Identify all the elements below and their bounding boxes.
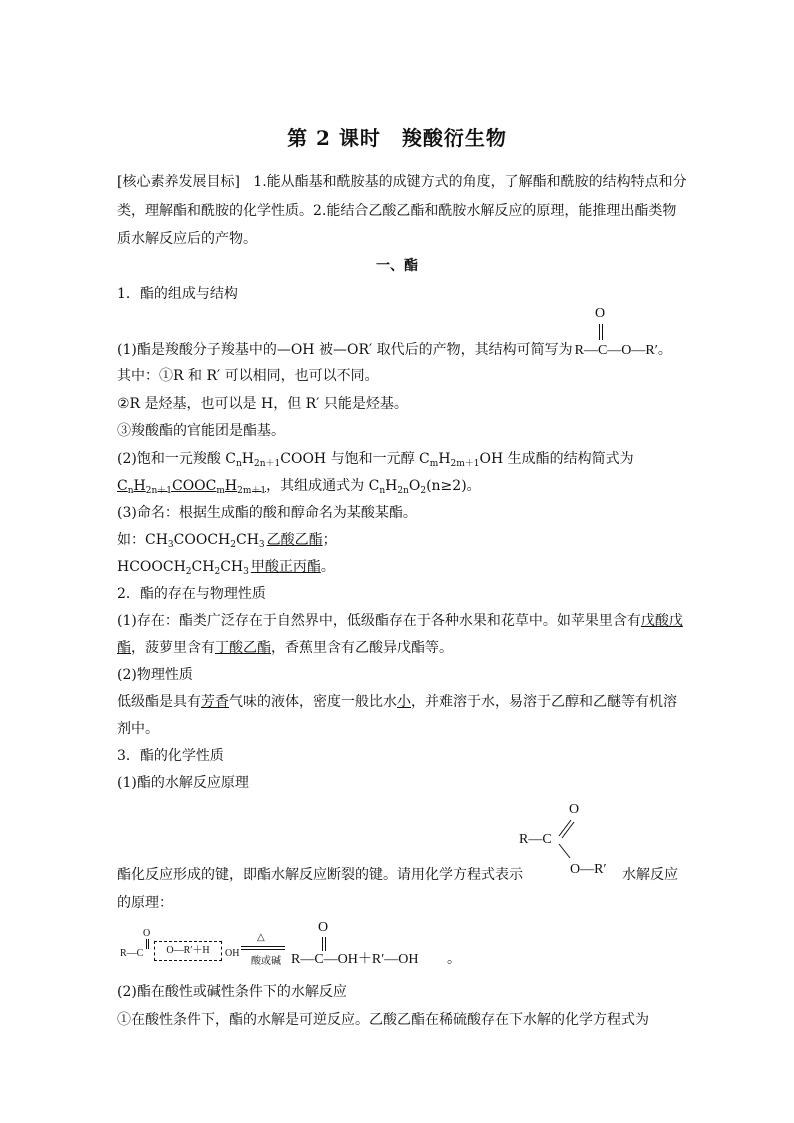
goal-text-1: 1.能从酯基和酰胺基的成键方式的角度，了解酯和酰胺的结构特点和分 (253, 174, 687, 190)
s2-heading: 2．酯的存在与物理性质 (117, 586, 266, 602)
example-2-name: 甲酸正丙酯 (250, 559, 321, 575)
s3-p4: ①在酸性条件下，酯的水解是可逆反应。乙酸乙酯在稀硫酸存在下水解的化学方程式为 (117, 1012, 649, 1028)
s1-p1-text: (1)酯是羧酸分子羧基中的—OH 被—OR′ 取代后的产物，其结构可简写为 (117, 342, 573, 358)
ester-struct-double-bond-2 (602, 324, 604, 340)
struct2-o: O (569, 802, 580, 817)
s3-p1: (1)酯的水解反应原理 (117, 775, 249, 791)
eq-o-big: O (318, 920, 329, 935)
ester-formula-answer: $C_nH_{2n+1}COOC_mH_{2m+1}$ (117, 478, 267, 496)
example-1-name: 乙酸乙酯 (266, 532, 323, 548)
p2b-rest1: ，其组成通式为 C (266, 478, 380, 494)
p2-d-sub: 2m＋1 (450, 459, 480, 469)
section-heading: 一、酯 (376, 258, 418, 274)
p2-b-sub: 2n＋1 (254, 459, 281, 469)
s3-p2a-end: 水解反应 (622, 867, 678, 883)
hydrolysis-equation (117, 920, 677, 974)
s1-p1 (117, 340, 672, 361)
goal-tag: [核心素养发展目标] (117, 174, 240, 190)
eq-condition: 酸或碱 (251, 956, 281, 967)
answer-wusuan: 戊酸戊 (640, 613, 683, 629)
p2-e: OH 生成酯的结构简式为 (479, 451, 634, 467)
ester-struct-chain: R—C—O—R′ (574, 343, 658, 358)
s2-p2: (2)物理性质 (117, 667, 193, 683)
goal-line-2: 类，理解酯和酰胺的化学性质。2.能结合乙酸乙酯和酰胺水解反应的原理，能推理出酯类物 (117, 203, 677, 219)
s1-line-3: ③羧酸酯的官能团是酯基。 (117, 423, 285, 439)
s2-p1a: (1)存在：酯类广泛存在于自然界中，低级酯存在于各种水果和花草中。如苹果里含有戊酸戊 (117, 613, 683, 629)
s1-example-2: $HCOOCH_2CH_2CH_3$ 甲酸正丙酯。 (117, 559, 335, 577)
answer-fangxiang: 芳香 (201, 694, 229, 710)
s3-p2b: 的原理： (117, 895, 173, 911)
s1-heading: 1．酯的组成与结构 (117, 286, 238, 302)
p2b-rest4: (n≥2)。 (426, 478, 481, 494)
p2b-rest3: O (408, 478, 421, 494)
eq-condition-heat: △ (257, 932, 265, 943)
answer-dingsuan: 丁酸乙酯 (215, 640, 271, 656)
p2-c-m: m (429, 459, 439, 469)
s1-line-qizhong: 其中：①R 和 R′ 可以相同，也可以不同。 (117, 368, 379, 384)
p2-a-n: n (236, 459, 242, 469)
struct2-rc: R—C (519, 832, 552, 847)
eq-arrow-top (241, 946, 285, 947)
eq-small-bond-2 (148, 939, 150, 949)
p2b-rest2-sub: 2n (397, 486, 409, 496)
goal-line-1 (117, 172, 687, 192)
answer-xiao: 小 (397, 694, 411, 710)
ester-struct-double-bond-1 (599, 324, 601, 340)
s1-example-1: 如：$CH_3COOCH_2CH_3$ 乙酸乙酯； (117, 532, 337, 550)
p2-b: H (241, 451, 255, 467)
p2-d: H (438, 451, 451, 467)
eq-o-small: O (143, 928, 151, 939)
eq-arrow-bottom (241, 949, 285, 950)
eq-right: R—C—OH＋R′—OH (291, 952, 419, 967)
s2-p3b: 剂中。 (117, 721, 159, 737)
s3-heading: 3．酯的化学性质 (117, 748, 224, 764)
p2b-rest1-n: n (379, 486, 386, 496)
s1-p1-end: 。 (657, 342, 672, 358)
s2-p3a: 低级酯是具有芳香气味的液体，密度一般比水小，并难溶于水，易溶于乙醇和乙醚等有机溶 (117, 694, 677, 710)
s1-p2 (117, 449, 634, 469)
page-title: 第 2 课时 羧酸衍生物 (287, 126, 507, 150)
p2-a: (2)饱和一元羧酸 C (117, 451, 236, 467)
s1-line-2: ②R 是烃基，也可以是 H，但 R′ 只能是烃基。 (117, 396, 408, 412)
p2b-rest2: H (385, 478, 398, 494)
p2b-rest3-sub: 2 (420, 486, 427, 496)
p2-c: COOH 与饱和一元醇 C (280, 451, 430, 467)
s1-p2b (117, 476, 481, 496)
ester-struct-o: O (595, 306, 606, 321)
s3-p3: (2)酯在酸性或碱性条件下的水解反应 (117, 984, 347, 1000)
eq-dashed-box: O—R′＋H (154, 941, 222, 961)
s2-p1b: 酯，菠萝里含有丁酸乙酯，香蕉里含有乙酸异戊酯等。 (117, 640, 453, 656)
eq-left: R—C (120, 948, 144, 959)
s3-p2a: 酯化反应形成的键，即酯水解反应断裂的键。请用化学方程式表示 (117, 867, 523, 883)
s1-p3: (3)命名：根据生成酯的酸和醇命名为某酸某酯。 (117, 505, 417, 521)
struct2-or: O—R′ (570, 862, 607, 877)
eq-oh: OH (225, 948, 240, 959)
goal-line-3: 质水解反应后的产物。 (117, 231, 257, 247)
eq-end: 。 (447, 952, 461, 967)
